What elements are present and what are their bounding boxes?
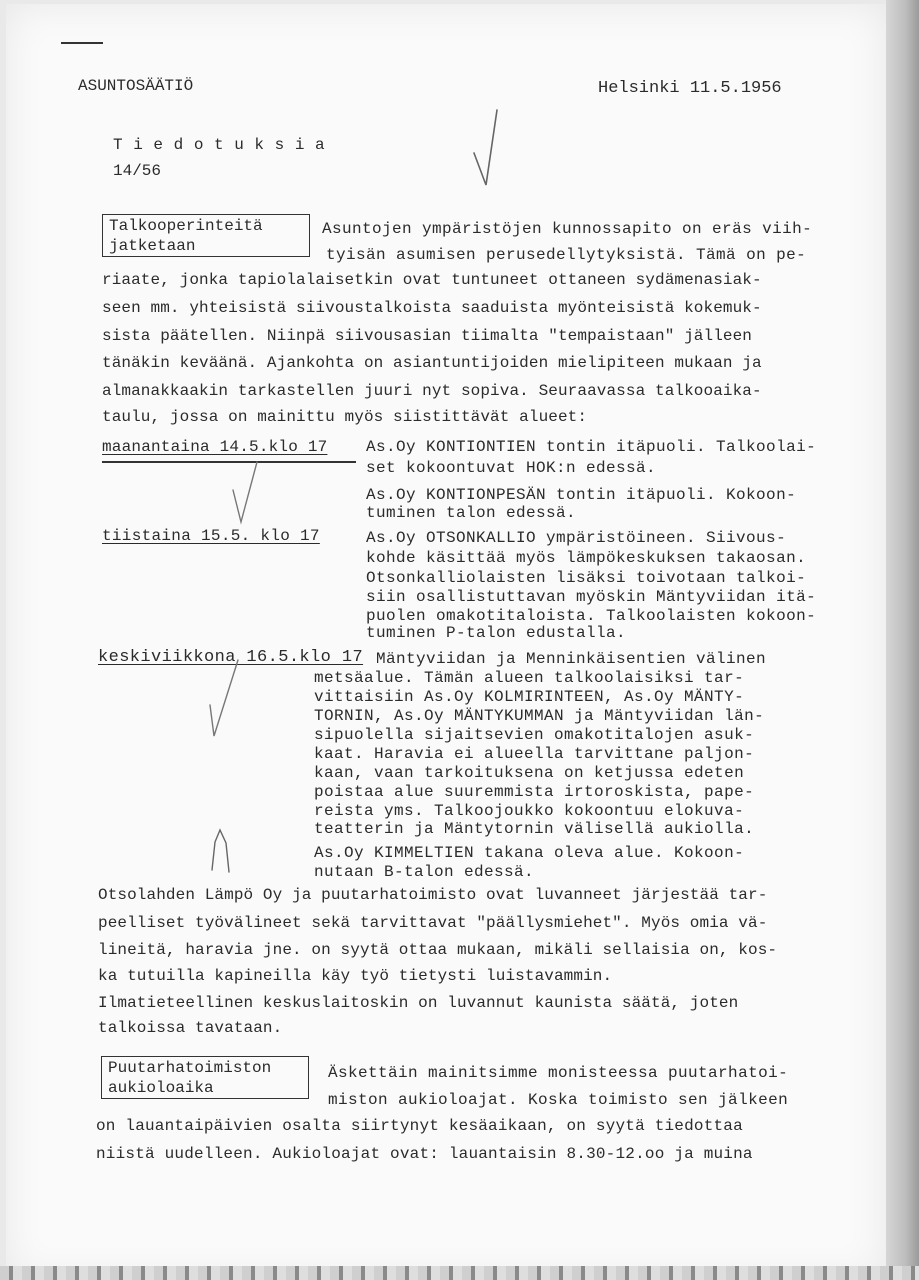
schedule-entry-line: siin osallistuttavan myöskin Mäntyviidan itä- bbox=[366, 588, 817, 606]
schedule-entry-line: Mäntyviidan ja Menninkäisentien välinen bbox=[376, 650, 767, 668]
closing-line: Ilmatieteellinen keskuslaitoskin on luvannut kaunista säätä, joten bbox=[98, 994, 739, 1012]
schedule-entry-line: metsäalue. Tämän alueen talkoolaisiksi tar- bbox=[314, 669, 745, 687]
schedule-entry-line: puolen omakotitaloista. Talkoolaisten kokoon- bbox=[366, 607, 817, 625]
heading-box-line1: Puutarhatoimiston bbox=[108, 1059, 272, 1077]
body-line: seen mm. yhteisistä siivoustalkoista saaduista myönteisistä kokemuk- bbox=[102, 299, 762, 317]
closing-line: ka tutuilla kapineilla käy työ tietysti luistavammin. bbox=[98, 967, 613, 985]
heading-box-line1: Talkooperinteitä bbox=[109, 217, 263, 235]
heading-box-line2: jatketaan bbox=[109, 237, 196, 255]
closing-line: lineitä, haravia jne. on syytä ottaa mukaan, mikäli sellaisia on, kos- bbox=[98, 941, 778, 959]
closing-line: Otsolahden Lämpö Oy ja puutarhatoimisto ovat luvanneet järjestää tar- bbox=[98, 886, 768, 904]
closing-line: peelliset työvälineet sekä tarvittavat "päällysmiehet". Myös omia vä- bbox=[98, 914, 768, 932]
pencil-checkmark-icon bbox=[474, 110, 497, 185]
schedule-entry-line: reista yms. Talkoojoukko kokoontuu elokuva- bbox=[314, 802, 745, 820]
heading-box-line2: aukioloaika bbox=[108, 1079, 214, 1097]
body-line: riaate, jonka tapiolalaisetkin ovat tuntuneet ottaneen sydämenasiak- bbox=[102, 271, 762, 289]
schedule-entry-line: tuminen talon edessä. bbox=[366, 504, 577, 522]
body-line: on lauantaipäivien osalta siirtynyt kesäaikaan, on syytä tiedottaa bbox=[96, 1117, 743, 1135]
schedule-day-tuesday: tiistaina 15.5. klo 17 bbox=[102, 527, 320, 545]
schedule-entry-line: As.Oy KIMMELTIEN takana oleva alue. Kokoon- bbox=[314, 844, 745, 862]
schedule-entry-line: As.Oy OTSONKALLIO ympäristöineen. Siivous- bbox=[366, 529, 787, 547]
schedule-entry-line: TORNIN, As.Oy MÄNTYKUMMAN ja Mäntyviidan län- bbox=[314, 707, 765, 725]
body-line: taulu, jossa on mainittu myös siistittävät alueet: bbox=[102, 408, 588, 426]
body-line: Äskettäin mainitsimme monisteessa puutarhatoi- bbox=[328, 1064, 789, 1082]
schedule-day-wednesday: keskiviikkona 16.5.klo 17 bbox=[98, 648, 364, 667]
body-line: tyisän asumisen perusedellytyksistä. Tämä on pe- bbox=[326, 246, 807, 264]
schedule-entry-line: kaan, vaan tarkoituksena on ketjussa edeten bbox=[314, 764, 745, 782]
pencil-checkmark-icon bbox=[210, 660, 238, 736]
schedule-entry-line: sipuolella sijaitsevien omakotitalojen asuk- bbox=[314, 726, 755, 744]
schedule-entry-line: As.Oy KONTIONPESÄN tontin itäpuoli. Kokoon- bbox=[366, 486, 797, 504]
schedule-entry-line: kohde käsittää myös lämpökeskuksen takaosan. bbox=[366, 549, 807, 567]
body-line: miston aukioloajat. Koska toimisto sen jälkeen bbox=[328, 1091, 789, 1109]
schedule-entry-line: Otsonkalliolaisten lisäksi toivotaan talkoi- bbox=[366, 569, 807, 587]
body-line: tänäkin keväänä. Ajankohta on asiantuntijoiden mielipiteen mukaan ja bbox=[102, 354, 762, 372]
schedule-entry-line: set kokoontuvat HOK:n edessä. bbox=[366, 459, 657, 477]
pencil-arrow-icon bbox=[212, 830, 229, 872]
schedule-entry-line: nutaan B-talon edessä. bbox=[314, 863, 535, 881]
organization-name: ASUNTOSÄÄTIÖ bbox=[78, 77, 194, 95]
body-line: niistä uudelleen. Aukioloajat ovat: lauantaisin 8.30-12.oo ja muina bbox=[96, 1145, 753, 1163]
body-line: sista päätellen. Niinpä siivousasian tiimalta "tempaistaan" jälleen bbox=[102, 327, 753, 345]
schedule-entry-line: teatterin ja Mäntytornin välisellä aukiolla. bbox=[314, 820, 755, 838]
pencil-checkmark-icon bbox=[233, 462, 257, 522]
closing-line: talkoissa tavataan. bbox=[98, 1019, 283, 1037]
schedule-entry-line: kaat. Haravia ei alueella tarvittane paljon- bbox=[314, 745, 755, 763]
schedule-day-monday: maanantaina 14.5.klo 17 bbox=[102, 438, 328, 456]
document-title: T i e d o t u k s i a bbox=[113, 136, 326, 154]
schedule-entry-line: poistaa alue suuremmista irtoroskista, pape- bbox=[314, 783, 755, 801]
schedule-entry-line: vittaisiin As.Oy KOLMIRINTEEN, As.Oy MÄNTY- bbox=[314, 688, 745, 706]
body-line: almanakkaakin tarkastellen juuri nyt sopiva. Seuraavassa talkooaika- bbox=[102, 382, 762, 400]
schedule-entry-line: As.Oy KONTIONTIEN tontin itäpuoli. Talkoolai- bbox=[366, 438, 817, 456]
place-date: Helsinki 11.5.1956 bbox=[598, 79, 782, 98]
document-number: 14/56 bbox=[113, 162, 162, 180]
schedule-entry-line: tuminen P-talon edustalla. bbox=[366, 624, 627, 642]
body-line: Asuntojen ympäristöjen kunnossapito on eräs viih- bbox=[322, 220, 813, 238]
